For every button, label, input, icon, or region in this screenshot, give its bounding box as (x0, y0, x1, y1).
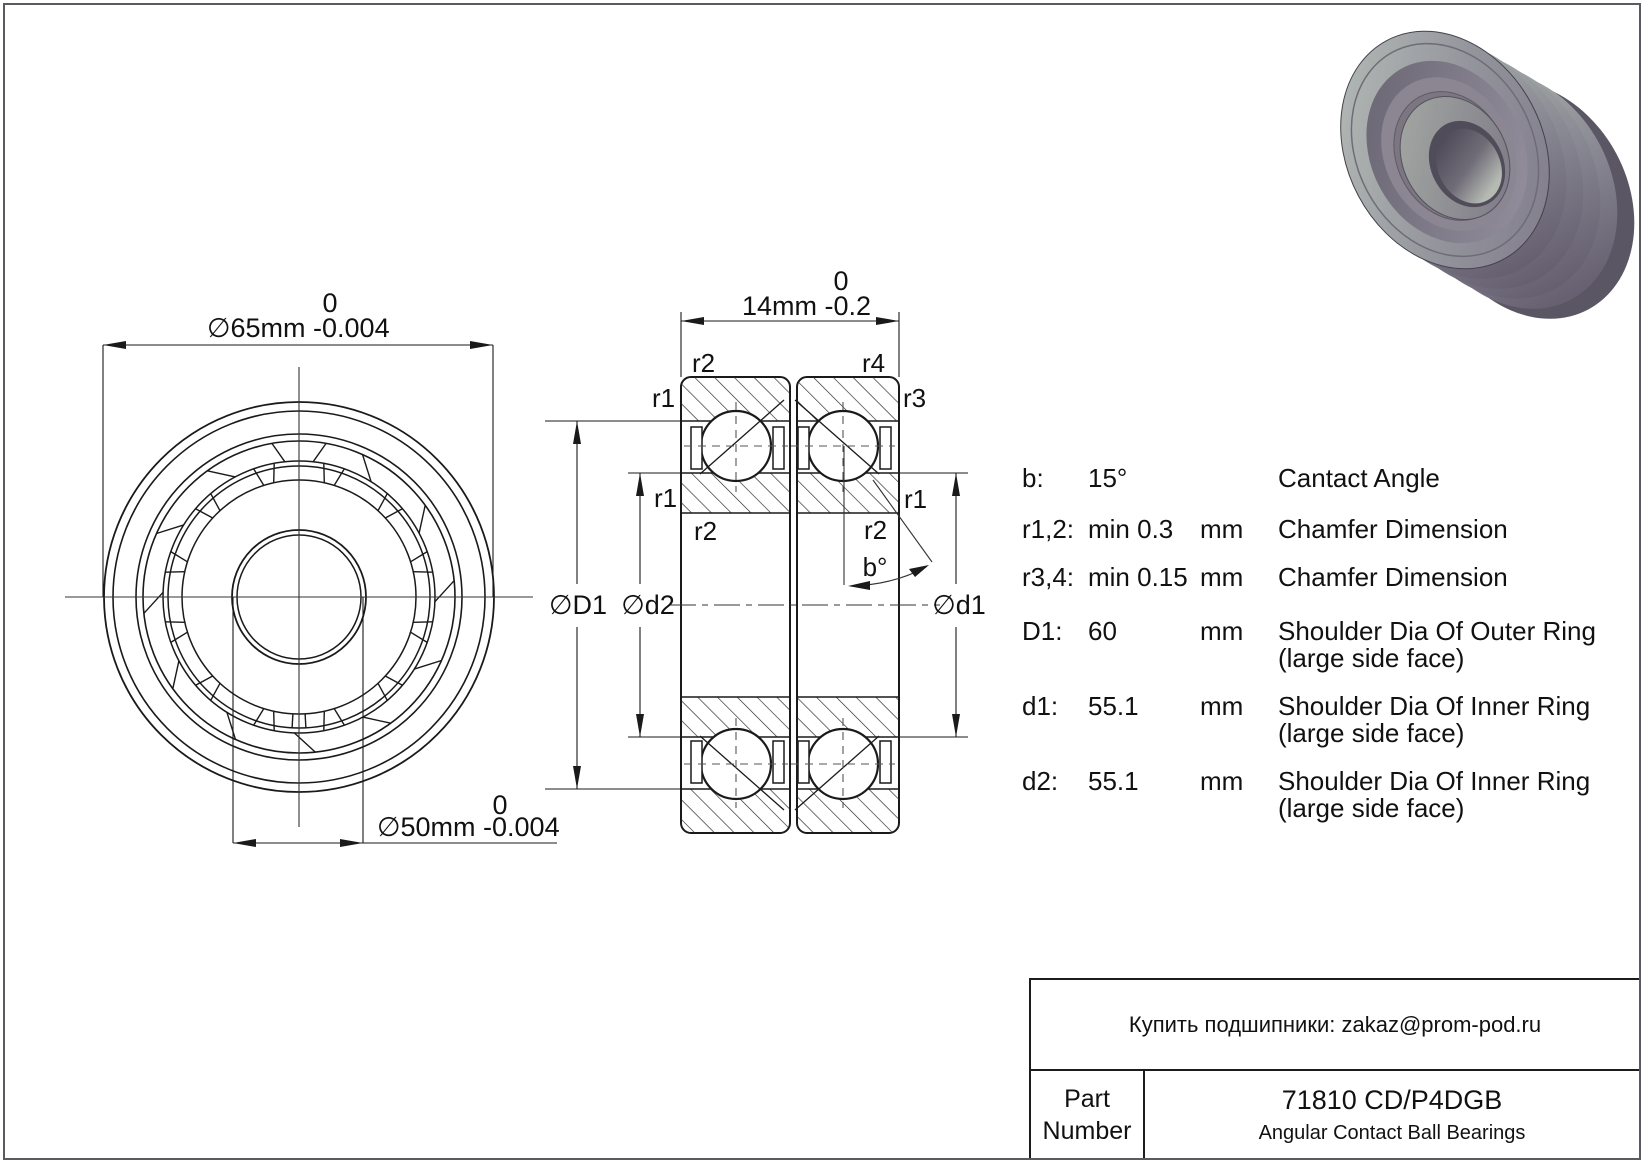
label-contact-angle: b° (862, 552, 888, 582)
label-dia-d2: ∅d2 (621, 590, 675, 620)
spec-description-line2: (large side face) (1278, 643, 1465, 673)
bore-dim-tolerance-zero: 0 (492, 790, 508, 820)
spec-value: 60 (1088, 616, 1117, 646)
spec-unit: mm (1200, 616, 1244, 646)
spec-key: b: (1022, 463, 1044, 493)
spec-description (1278, 465, 1638, 492)
spec-key: d2: (1022, 766, 1059, 796)
label-r1-mid-right: r1 (904, 484, 928, 514)
label-r1-mid-left: r1 (654, 483, 678, 513)
label-r2-inner-left: r2 (694, 516, 718, 546)
spec-description (1278, 768, 1638, 822)
front-view (65, 367, 533, 827)
part-number-cell (1145, 1071, 1639, 1158)
bearing-category: Angular Contact Ball Bearings (1258, 1121, 1526, 1144)
contact-line: Купить подшипники: zakaz@prom-pod.ru (1031, 980, 1639, 1071)
cross-section (545, 266, 986, 833)
label-r1-outer-left: r1 (652, 383, 676, 413)
label-r2-inner-right: r2 (864, 515, 888, 545)
spec-unit: mm (1200, 562, 1244, 592)
spec-description (1278, 693, 1638, 747)
label-dia-D1: ∅D1 (548, 590, 608, 620)
label-dia-d1: ∅d1 (932, 590, 986, 620)
spec-description (1278, 564, 1638, 591)
front-view-centerlines (65, 367, 533, 827)
part-number-label (1031, 1071, 1145, 1158)
bearing-3d-render (1300, 0, 1646, 355)
title-block (1029, 978, 1641, 1160)
spec-description-line1: Chamfer Dimension (1278, 562, 1508, 592)
label-r4-top-right: r4 (862, 348, 886, 378)
spec-description-line1: Shoulder Dia Of Inner Ring (1278, 766, 1591, 796)
spec-description (1278, 618, 1638, 672)
spec-key: r1,2: (1022, 514, 1075, 544)
width-dim-text: 14mm -0.2 (742, 291, 872, 321)
spec-unit: mm (1200, 514, 1244, 544)
bore-dim-text: ∅50mm -0.004 (377, 812, 560, 842)
spec-description-line2: (large side face) (1278, 718, 1465, 748)
part-label-line1: Part (1064, 1084, 1110, 1113)
spec-value: min 0.3 (1088, 514, 1174, 544)
spec-description-line1: Shoulder Dia Of Outer Ring (1278, 616, 1596, 646)
spec-key: d1: (1022, 691, 1059, 721)
part-label-line2: Number (1042, 1116, 1132, 1145)
spec-value: 55.1 (1088, 691, 1139, 721)
spec-description-line1: Cantact Angle (1278, 463, 1440, 493)
spec-description (1278, 516, 1638, 543)
label-r2-top-left: r2 (692, 348, 716, 378)
spec-key: D1: (1022, 616, 1063, 646)
spec-value: 55.1 (1088, 766, 1139, 796)
spec-key: r3,4: (1022, 562, 1075, 592)
spec-description-line2: (large side face) (1278, 793, 1465, 823)
spec-unit: mm (1200, 766, 1244, 796)
width-dim-tolerance-zero: 0 (833, 266, 849, 296)
label-r3-outer-right: r3 (903, 383, 927, 413)
od-dim-tolerance-zero: 0 (322, 288, 338, 318)
front-view-bore-dimension (233, 597, 557, 847)
spec-description-line1: Chamfer Dimension (1278, 514, 1508, 544)
spec-value: 15° (1088, 463, 1128, 493)
od-dim-text: ∅65mm -0.004 (207, 313, 390, 343)
spec-description-line1: Shoulder Dia Of Inner Ring (1278, 691, 1591, 721)
spec-value: min 0.15 (1088, 562, 1188, 592)
spec-unit: mm (1200, 691, 1244, 721)
part-number-value: 71810 CD/P4DGB (1281, 1084, 1503, 1115)
